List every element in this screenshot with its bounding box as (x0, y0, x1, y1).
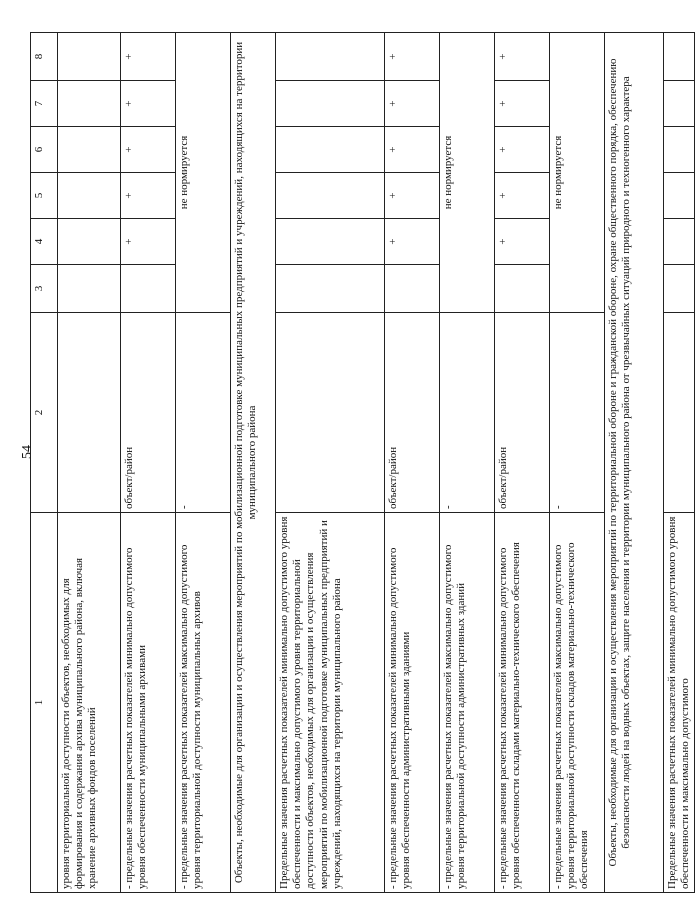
col-header-7: 7 (31, 81, 58, 127)
section-row (605, 33, 664, 893)
section-row (231, 33, 276, 893)
indicator-cell: - предельные значения расчетных показателей минимально допустимого уровня обеспеченности складами материально-технического обеспечения (495, 513, 550, 893)
table-row (495, 33, 550, 893)
indicator-cell: - предельные значения расчетных показателей минимально допустимого уровня обеспеченности муниципальными архивами (121, 513, 176, 893)
table-row (58, 33, 121, 893)
col-header-5: 5 (31, 173, 58, 219)
mark-cell: + (495, 173, 550, 219)
mark-cell (664, 219, 695, 265)
indicator-cell: - предельные значения расчетных показателей максимально допустимого уровня территориальной доступности административных зданий (440, 513, 495, 893)
mark-cell (276, 33, 385, 81)
rotated-table-container (30, 33, 692, 893)
indicator-cell: - предельные значения расчетных показателей максимально допустимого уровня территориальной доступности складов материально-технического обеспечения (550, 513, 605, 893)
unit-cell (276, 313, 385, 513)
col-header-8: 8 (31, 33, 58, 81)
mark-cell (121, 265, 176, 313)
col-header-2: 2 (31, 313, 58, 513)
unit-cell (58, 313, 121, 513)
mark-cell (58, 81, 121, 127)
header-row (31, 33, 58, 893)
mark-cell (664, 81, 695, 127)
mark-cell (276, 265, 385, 313)
mark-cell (276, 81, 385, 127)
mark-cell: + (385, 81, 440, 127)
mark-cell: + (495, 33, 550, 81)
unit-cell: - (176, 313, 231, 513)
unit-cell: объект/район (495, 313, 550, 513)
indicator-cell: - предельные значения расчетных показателей минимально допустимого уровня обеспеченности административными зданиями (385, 513, 440, 893)
not-normalized-note: не нормируется (176, 33, 231, 313)
indicator-cell: - предельные значения расчетных показателей максимально допустимого уровня территориальной доступности муниципальных архивов (176, 513, 231, 893)
mark-cell (664, 127, 695, 173)
mark-cell (276, 173, 385, 219)
page-number: 54 (20, 445, 35, 459)
mark-cell: + (121, 127, 176, 173)
col-header-4: 4 (31, 219, 58, 265)
mark-cell (664, 265, 695, 313)
mark-cell: + (121, 33, 176, 81)
mark-cell (664, 173, 695, 219)
mark-cell: + (121, 81, 176, 127)
unit-cell (664, 313, 695, 513)
mark-cell (276, 127, 385, 173)
not-normalized-note: не нормируется (550, 33, 605, 313)
mark-cell: + (495, 127, 550, 173)
mark-cell (58, 265, 121, 313)
mark-cell: + (121, 173, 176, 219)
table-row (385, 33, 440, 893)
mark-cell (58, 33, 121, 81)
table-row (176, 33, 231, 893)
unit-cell: - (550, 313, 605, 513)
unit-cell: объект/район (385, 313, 440, 513)
col-header-3: 3 (31, 265, 58, 313)
table-row (664, 33, 695, 893)
mark-cell: + (121, 219, 176, 265)
mark-cell: + (385, 173, 440, 219)
col-header-1: 1 (31, 513, 58, 893)
mark-cell: + (495, 219, 550, 265)
mark-cell (385, 265, 440, 313)
mark-cell: + (385, 33, 440, 81)
unit-cell: объект/район (121, 313, 176, 513)
unit-cell: - (440, 313, 495, 513)
section-title: Объекты, необходимые для организации и осуществления мероприятий по мобилизационной подготовке муниципальных предприятий и учреждений, находящихся на территории муниципального района (231, 33, 276, 893)
mark-cell: + (495, 81, 550, 127)
norms-table (30, 32, 695, 893)
indicator-cell: Предельные значения расчетных показателей минимально допустимого уровня обеспеченности и максимально допустимого (664, 513, 695, 893)
indicator-cell: уровня территориальной доступности объектов, необходимых для формирования и содержания архива муниципального района, включая хранение архивных фондов поселений (58, 513, 121, 893)
mark-cell (276, 219, 385, 265)
section-title: Объекты, необходимые для организации и осуществления мероприятий по территориальной обороне и гражданской обороне, охране общественного порядка, обеспечению безопасности людей на водных объектах, защите населения и территории муниципального района от чрезвычайных ситуаций природного и техногенного характера (605, 33, 664, 893)
table-row (440, 33, 495, 893)
mark-cell (58, 219, 121, 265)
col-header-6: 6 (31, 127, 58, 173)
mark-cell: + (385, 219, 440, 265)
indicator-cell: Предельные значения расчетных показателей минимально допустимого уровня обеспеченности и максимально допустимого уровня территориальной доступности объектов, необходимых для организации и осуществления мероприятий по мобилизационной подготовке муниципальных предприятий и учреждений, находящихся на территории муниципального района (276, 513, 385, 893)
mark-cell (58, 173, 121, 219)
mark-cell: + (385, 127, 440, 173)
mark-cell (495, 265, 550, 313)
table-row (121, 33, 176, 893)
not-normalized-note: не нормируется (440, 33, 495, 313)
table-row (550, 33, 605, 893)
mark-cell (664, 33, 695, 81)
mark-cell (58, 127, 121, 173)
table-row (276, 33, 385, 893)
